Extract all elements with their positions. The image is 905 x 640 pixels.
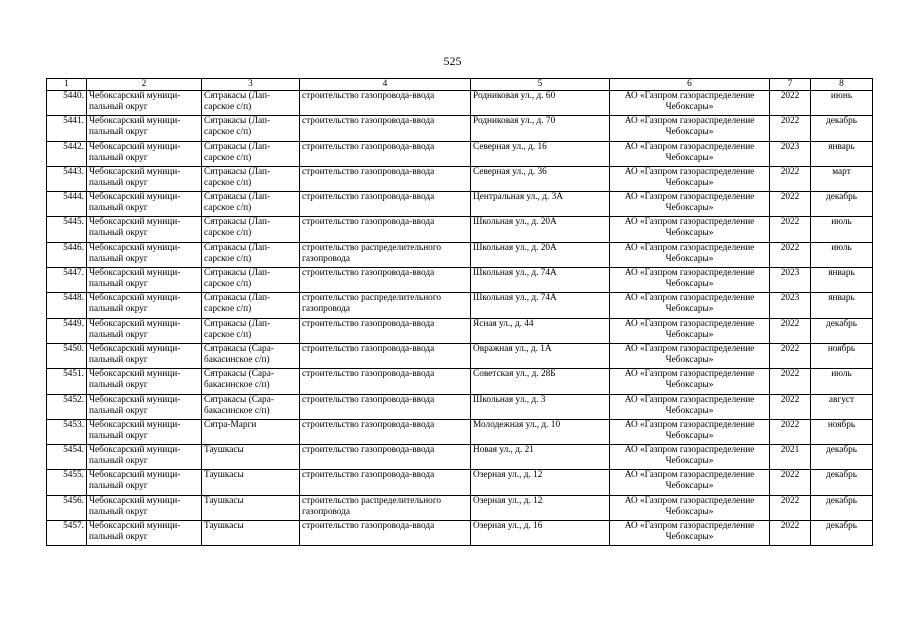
organization-line: АО «Газпром газораспределение [624, 495, 755, 506]
settlement-line: сарское с/п) [204, 279, 252, 290]
district-line: пальный округ [89, 481, 148, 492]
address-cell: Школьная ул., д. 74А [471, 293, 610, 318]
table-row [47, 116, 873, 141]
settlement-line: Сятракасы (Лап- [204, 141, 271, 152]
address-cell: Родниковая ул., д. 60 [471, 91, 610, 116]
work-line: строительство газопровода-ввода [302, 470, 435, 481]
page-number: 525 [443, 54, 462, 68]
district-line: пальный округ [89, 329, 148, 340]
settlement-line: сарское с/п) [204, 228, 252, 239]
column-header: 2 [87, 79, 202, 91]
year-cell: 2023 [770, 293, 811, 318]
district-line: Чебоксарский муници- [89, 445, 181, 456]
organization-cell [610, 192, 770, 217]
month-cell: январь [811, 141, 873, 166]
district-cell [87, 166, 202, 191]
organization-line: АО «Газпром газораспределение [624, 419, 755, 430]
row-number: 5443. [47, 166, 87, 191]
district-cell [87, 343, 202, 368]
organization-line: Чебоксары» [665, 456, 714, 467]
organization-line: Чебоксары» [665, 329, 714, 340]
table-row [47, 394, 873, 419]
settlement-line: Сятракасы (Сара- [204, 394, 274, 405]
district-line: пальный округ [89, 430, 148, 441]
settlement-line: Сятра-Марги [204, 419, 257, 430]
organization-line: Чебоксары» [665, 304, 714, 315]
organization-cell [610, 369, 770, 394]
address-cell: Школьная ул., д. 3 [471, 394, 610, 419]
row-number: 5456. [47, 495, 87, 520]
settlement-cell [202, 141, 300, 166]
work-line: строительство газопровода-ввода [302, 217, 435, 228]
settlement-cell [202, 419, 300, 444]
work-line: строительство газопровода-ввода [302, 419, 435, 430]
row-number: 5446. [47, 242, 87, 267]
settlement-line: Сятракасы (Сара- [204, 343, 274, 354]
month-cell: июнь [811, 91, 873, 116]
district-cell [87, 394, 202, 419]
work-type-cell [300, 394, 471, 419]
month-cell: декабрь [811, 445, 873, 470]
district-line: Чебоксарский муници- [89, 268, 181, 279]
work-line: строительство газопровода-ввода [302, 91, 435, 101]
column-header: 4 [300, 79, 471, 91]
work-type-cell [300, 521, 471, 546]
settlement-line: сарское с/п) [204, 152, 252, 163]
district-line: Чебоксарский муници- [89, 394, 181, 405]
organization-line: АО «Газпром газораспределение [624, 217, 755, 228]
district-line: пальный округ [89, 253, 148, 264]
settlement-cell [202, 217, 300, 242]
work-line: строительство газопровода-ввода [302, 343, 435, 354]
column-header: 1 [47, 79, 87, 91]
table-row [47, 445, 873, 470]
organization-line: Чебоксары» [665, 127, 714, 138]
district-line: Чебоксарский муници- [89, 419, 181, 430]
address-cell: Овражная ул., д. 1А [471, 343, 610, 368]
district-cell [87, 192, 202, 217]
year-cell: 2022 [770, 116, 811, 141]
column-header: 3 [202, 79, 300, 91]
work-type-cell [300, 116, 471, 141]
district-cell [87, 445, 202, 470]
work-type-cell [300, 293, 471, 318]
address-cell: Ясная ул., д. 44 [471, 318, 610, 343]
settlement-line: Таушкасы [204, 521, 244, 532]
settlement-line: Сятракасы (Лап- [204, 268, 271, 279]
address-cell: Молодежная ул., д. 10 [471, 419, 610, 444]
organization-line: АО «Газпром газораспределение [624, 318, 755, 329]
work-type-cell [300, 470, 471, 495]
organization-cell [610, 166, 770, 191]
district-line: пальный округ [89, 127, 148, 138]
work-line: строительство газопровода-ввода [302, 116, 435, 127]
address-cell: Школьная ул., д. 20А [471, 242, 610, 267]
address-cell: Озерная ул., д. 12 [471, 470, 610, 495]
settlement-line: бакасинское с/п) [204, 354, 270, 365]
settlement-line: Сятракасы (Сара- [204, 369, 274, 380]
district-cell [87, 141, 202, 166]
settlement-line: Таушкасы [204, 495, 244, 506]
row-number: 5444. [47, 192, 87, 217]
gas-works-table [46, 78, 873, 546]
settlement-cell [202, 445, 300, 470]
year-cell: 2023 [770, 141, 811, 166]
year-cell: 2022 [770, 242, 811, 267]
column-header: 7 [770, 79, 811, 91]
table-row [47, 293, 873, 318]
settlement-line: Сятракасы (Лап- [204, 116, 271, 127]
table-row [47, 369, 873, 394]
table-row [47, 318, 873, 343]
address-cell: Северная ул., д. 16 [471, 141, 610, 166]
organization-line: АО «Газпром газораспределение [624, 369, 755, 380]
row-number: 5457. [47, 521, 87, 546]
settlement-line: Сятракасы (Лап- [204, 318, 271, 329]
year-cell: 2021 [770, 445, 811, 470]
settlement-line: Сятракасы (Лап- [204, 217, 271, 228]
organization-line: АО «Газпром газораспределение [624, 242, 755, 253]
address-cell: Северная ул., д. 36 [471, 166, 610, 191]
district-line: Чебоксарский муници- [89, 293, 181, 304]
month-cell: июль [811, 217, 873, 242]
district-cell [87, 293, 202, 318]
district-cell [87, 470, 202, 495]
district-line: Чебоксарский муници- [89, 495, 181, 506]
district-cell [87, 318, 202, 343]
month-cell: июль [811, 369, 873, 394]
table-row [47, 242, 873, 267]
year-cell: 2023 [770, 268, 811, 293]
month-cell: ноябрь [811, 419, 873, 444]
column-header: 6 [610, 79, 770, 91]
work-line: газопровода [302, 506, 351, 517]
district-line: Чебоксарский муници- [89, 242, 181, 253]
settlement-line: сарское с/п) [204, 304, 252, 315]
work-type-cell [300, 217, 471, 242]
district-line: Чебоксарский муници- [89, 470, 181, 481]
settlement-line: бакасинское с/п) [204, 405, 270, 416]
month-cell: июль [811, 242, 873, 267]
table-row [47, 166, 873, 191]
month-cell: март [811, 166, 873, 191]
work-type-cell [300, 495, 471, 520]
month-cell: декабрь [811, 318, 873, 343]
year-cell: 2022 [770, 419, 811, 444]
district-cell [87, 521, 202, 546]
settlement-line: сарское с/п) [204, 177, 252, 188]
work-line: строительство газопровода-ввода [302, 369, 435, 380]
district-line: пальный округ [89, 354, 148, 365]
work-line: строительство распределительного [302, 293, 442, 304]
organization-cell [610, 318, 770, 343]
organization-line: Чебоксары» [665, 430, 714, 441]
column-header: 8 [811, 79, 873, 91]
organization-cell [610, 293, 770, 318]
settlement-line: сарское с/п) [204, 329, 252, 340]
district-line: пальный округ [89, 279, 148, 290]
organization-line: АО «Газпром газораспределение [624, 293, 755, 304]
table-row [47, 192, 873, 217]
column-number-row [47, 79, 873, 91]
settlement-line: Сятракасы (Лап- [204, 242, 271, 253]
address-cell: Озерная ул., д. 12 [471, 495, 610, 520]
row-number: 5448. [47, 293, 87, 318]
settlement-cell [202, 369, 300, 394]
table-row [47, 91, 873, 116]
organization-cell [610, 394, 770, 419]
work-line: строительство распределительного [302, 242, 442, 253]
district-line: пальный округ [89, 102, 148, 112]
work-type-cell [300, 318, 471, 343]
organization-line: АО «Газпром газораспределение [624, 343, 755, 354]
address-cell: Школьная ул., д. 20А [471, 217, 610, 242]
settlement-cell [202, 242, 300, 267]
month-cell: декабрь [811, 521, 873, 546]
district-line: пальный округ [89, 177, 148, 188]
row-number: 5442. [47, 141, 87, 166]
district-line: Чебоксарский муници- [89, 116, 181, 127]
district-line: пальный округ [89, 380, 148, 391]
row-number: 5450. [47, 343, 87, 368]
organization-cell [610, 470, 770, 495]
work-line: строительство газопровода-ввода [302, 166, 435, 177]
month-cell: декабрь [811, 116, 873, 141]
organization-line: Чебоксары» [665, 279, 714, 290]
settlement-cell [202, 394, 300, 419]
work-type-cell [300, 242, 471, 267]
organization-cell [610, 268, 770, 293]
settlement-cell [202, 318, 300, 343]
work-type-cell [300, 192, 471, 217]
organization-line: Чебоксары» [665, 481, 714, 492]
row-number: 5452. [47, 394, 87, 419]
organization-cell [610, 242, 770, 267]
district-line: пальный округ [89, 506, 148, 517]
organization-line: АО «Газпром газораспределение [624, 116, 755, 127]
work-type-cell [300, 91, 471, 116]
work-type-cell [300, 343, 471, 368]
settlement-cell [202, 495, 300, 520]
work-type-cell [300, 166, 471, 191]
table-row [47, 470, 873, 495]
settlement-cell [202, 470, 300, 495]
year-cell: 2022 [770, 217, 811, 242]
organization-line: АО «Газпром газораспределение [624, 268, 755, 279]
district-line: Чебоксарский муници- [89, 91, 181, 101]
organization-line: Чебоксары» [665, 506, 714, 517]
table-body [47, 91, 873, 546]
settlement-line: сарское с/п) [204, 203, 252, 214]
organization-line: Чебоксары» [665, 228, 714, 239]
settlement-cell [202, 166, 300, 191]
organization-line: АО «Газпром газораспределение [624, 445, 755, 456]
month-cell: декабрь [811, 495, 873, 520]
month-cell: январь [811, 293, 873, 318]
table-row [47, 217, 873, 242]
organization-line: АО «Газпром газораспределение [624, 166, 755, 177]
district-line: Чебоксарский муници- [89, 217, 181, 228]
district-line: пальный округ [89, 304, 148, 315]
district-line: Чебоксарский муници- [89, 521, 181, 532]
organization-line: Чебоксары» [665, 203, 714, 214]
settlement-cell [202, 343, 300, 368]
work-type-cell [300, 141, 471, 166]
settlement-cell [202, 91, 300, 116]
address-cell: Новая ул., д. 21 [471, 445, 610, 470]
row-number: 5455. [47, 470, 87, 495]
organization-line: АО «Газпром газораспределение [624, 521, 755, 532]
month-cell: декабрь [811, 192, 873, 217]
organization-line: Чебоксары» [665, 532, 714, 543]
organization-cell [610, 141, 770, 166]
district-cell [87, 217, 202, 242]
month-cell: январь [811, 268, 873, 293]
table-row [47, 495, 873, 520]
year-cell: 2022 [770, 192, 811, 217]
district-line: пальный округ [89, 228, 148, 239]
organization-cell [610, 343, 770, 368]
address-cell: Центральная ул., д. 3А [471, 192, 610, 217]
year-cell: 2022 [770, 495, 811, 520]
district-cell [87, 495, 202, 520]
settlement-line: Сятракасы (Лап- [204, 192, 271, 203]
settlement-line: Сятракасы (Лап- [204, 166, 271, 177]
district-line: Чебоксарский муници- [89, 192, 181, 203]
settlement-line: сарское с/п) [204, 127, 252, 138]
organization-cell [610, 419, 770, 444]
year-cell: 2022 [770, 318, 811, 343]
month-cell: август [811, 394, 873, 419]
organization-cell [610, 521, 770, 546]
month-cell: ноябрь [811, 343, 873, 368]
work-type-cell [300, 268, 471, 293]
settlement-cell [202, 192, 300, 217]
settlement-cell [202, 521, 300, 546]
organization-line: Чебоксары» [665, 253, 714, 264]
table-row [47, 343, 873, 368]
year-cell: 2022 [770, 394, 811, 419]
organization-cell [610, 116, 770, 141]
organization-line: Чебоксары» [665, 177, 714, 188]
settlement-line: Таушкасы [204, 470, 244, 481]
district-line: пальный округ [89, 532, 148, 543]
row-number: 5454. [47, 445, 87, 470]
district-line: Чебоксарский муници- [89, 369, 181, 380]
year-cell: 2022 [770, 470, 811, 495]
work-line: строительство газопровода-ввода [302, 268, 435, 279]
address-cell: Советская ул., д. 28Б [471, 369, 610, 394]
work-line: строительство распределительного [302, 495, 442, 506]
row-number: 5453. [47, 419, 87, 444]
row-number: 5445. [47, 217, 87, 242]
work-line: строительство газопровода-ввода [302, 521, 435, 532]
organization-line: АО «Газпром газораспределение [624, 394, 755, 405]
organization-line: Чебоксары» [665, 405, 714, 416]
year-cell: 2022 [770, 369, 811, 394]
district-line: Чебоксарский муници- [89, 343, 181, 354]
table-row [47, 268, 873, 293]
district-cell [87, 116, 202, 141]
organization-line: АО «Газпром газораспределение [624, 470, 755, 481]
settlement-cell [202, 116, 300, 141]
year-cell: 2022 [770, 521, 811, 546]
organization-line: Чебоксары» [665, 380, 714, 391]
month-cell: декабрь [811, 470, 873, 495]
work-line: строительство газопровода-ввода [302, 318, 435, 329]
district-line: пальный округ [89, 203, 148, 214]
table-row [47, 419, 873, 444]
district-line: Чебоксарский муници- [89, 141, 181, 152]
organization-line: Чебоксары» [665, 102, 714, 112]
organization-line: Чебоксары» [665, 152, 714, 163]
year-cell: 2022 [770, 166, 811, 191]
settlement-line: Таушкасы [204, 445, 244, 456]
year-cell: 2022 [770, 343, 811, 368]
address-cell: Родниковая ул., д. 70 [471, 116, 610, 141]
district-line: Чебоксарский муници- [89, 166, 181, 177]
settlement-line: Сятракасы (Лап- [204, 293, 271, 304]
row-number: 5441. [47, 116, 87, 141]
settlement-cell [202, 268, 300, 293]
settlement-line: сарское с/п) [204, 253, 252, 264]
work-line: газопровода [302, 253, 351, 264]
district-cell [87, 242, 202, 267]
table-row [47, 141, 873, 166]
district-cell [87, 91, 202, 116]
district-cell [87, 369, 202, 394]
address-cell: Озерная ул., д. 16 [471, 521, 610, 546]
row-number: 5447. [47, 268, 87, 293]
district-line: пальный округ [89, 456, 148, 467]
work-type-cell [300, 445, 471, 470]
organization-cell [610, 495, 770, 520]
row-number: 5440. [47, 91, 87, 116]
organization-line: Чебоксары» [665, 354, 714, 365]
column-header: 5 [471, 79, 610, 91]
settlement-line: сарское с/п) [204, 102, 252, 112]
district-line: Чебоксарский муници- [89, 318, 181, 329]
organization-cell [610, 217, 770, 242]
district-line: пальный округ [89, 405, 148, 416]
settlement-line: Сятракасы (Лап- [204, 91, 271, 101]
work-line: строительство газопровода-ввода [302, 394, 435, 405]
organization-line: АО «Газпром газораспределение [624, 91, 755, 101]
organization-cell [610, 445, 770, 470]
organization-line: АО «Газпром газораспределение [624, 141, 755, 152]
organization-line: АО «Газпром газораспределение [624, 192, 755, 203]
organization-cell [610, 91, 770, 116]
work-type-cell [300, 369, 471, 394]
settlement-line: бакасинское с/п) [204, 380, 270, 391]
address-cell: Школьная ул., д. 74А [471, 268, 610, 293]
settlement-cell [202, 293, 300, 318]
work-type-cell [300, 419, 471, 444]
table-row [47, 521, 873, 546]
work-line: строительство газопровода-ввода [302, 141, 435, 152]
district-cell [87, 419, 202, 444]
row-number: 5451. [47, 369, 87, 394]
district-line: пальный округ [89, 152, 148, 163]
work-line: строительство газопровода-ввода [302, 192, 435, 203]
work-line: строительство газопровода-ввода [302, 445, 435, 456]
row-number: 5449. [47, 318, 87, 343]
work-line: газопровода [302, 304, 351, 315]
district-cell [87, 268, 202, 293]
year-cell: 2022 [770, 91, 811, 116]
